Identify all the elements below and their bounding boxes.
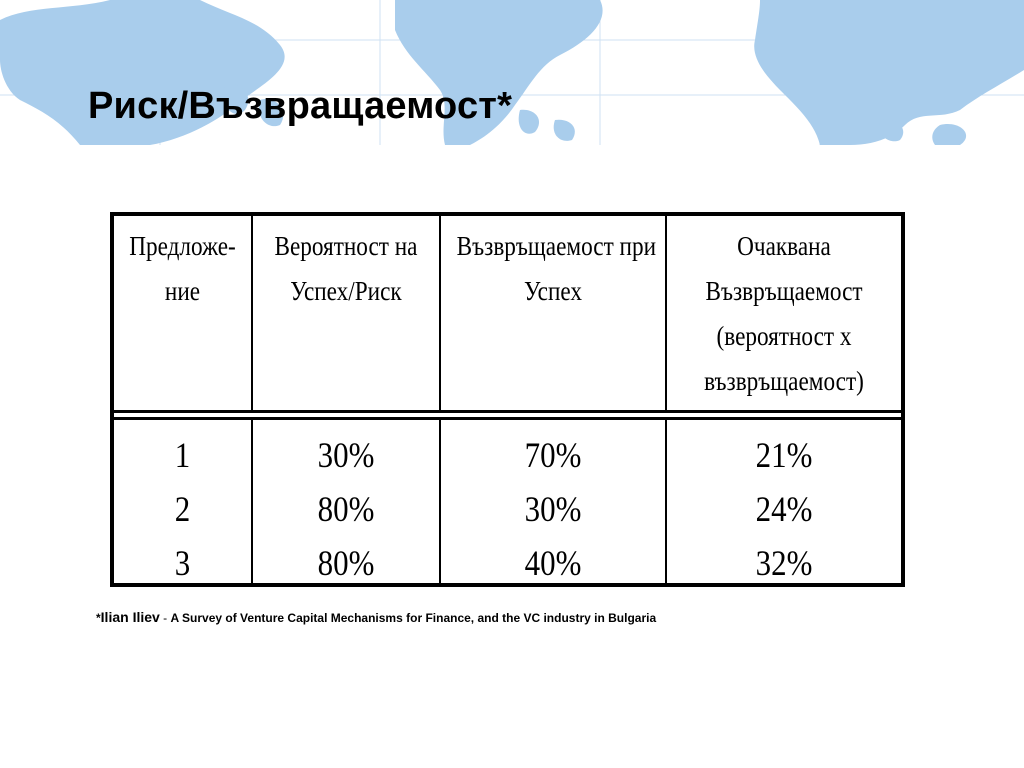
column-offer — [124, 428, 242, 590]
source-footnote — [96, 609, 656, 625]
table-cell: 24% — [755, 489, 813, 529]
slide-title: Риск/Възвращаемост* — [88, 85, 513, 127]
column-divider — [665, 216, 667, 583]
table-cell: 32% — [755, 543, 813, 583]
table-cell: 80% — [317, 543, 375, 583]
table-cell: 80% — [317, 489, 375, 529]
header-text: (вероятност x — [716, 321, 852, 351]
table-cell: 40% — [524, 543, 582, 583]
header-text: Възвръщаемост — [705, 276, 863, 306]
table-cell: 3 — [174, 543, 191, 583]
footnote-separator: - — [159, 611, 171, 625]
column-divider — [251, 216, 253, 583]
header-text: Успех — [524, 276, 582, 306]
risk-return-table — [110, 212, 905, 587]
column-expected-return — [683, 428, 884, 590]
table-cell: 30% — [317, 435, 375, 475]
header-text: Успех/Риск — [290, 276, 402, 306]
header-expected-return — [683, 224, 884, 404]
column-divider — [439, 216, 441, 583]
header-text: възвръщаемост) — [704, 366, 864, 396]
header-separator — [114, 410, 901, 420]
header-text: Предложе- — [129, 231, 236, 261]
header-text: Възвръщаемост при — [456, 231, 657, 261]
header-text: Очаквана — [737, 231, 831, 261]
header-return — [456, 224, 657, 314]
table-cell: 1 — [174, 435, 191, 475]
header-probability — [266, 224, 426, 314]
table-cell: 70% — [524, 435, 582, 475]
column-probability — [266, 428, 426, 590]
header-text: ние — [164, 276, 201, 306]
footnote-marker: * — [96, 611, 101, 625]
table-cell: 2 — [174, 489, 191, 529]
column-return — [457, 428, 650, 590]
footnote-text: A Survey of Venture Capital Mechanisms for Finance, and the VC industry in Bulgaria — [170, 611, 657, 625]
table-cell: 21% — [755, 435, 813, 475]
footnote-author: Ilian Iliev — [100, 609, 160, 625]
table-cell: 30% — [524, 489, 582, 529]
header-text: Вероятност на — [274, 231, 418, 261]
header-offer — [124, 224, 242, 314]
